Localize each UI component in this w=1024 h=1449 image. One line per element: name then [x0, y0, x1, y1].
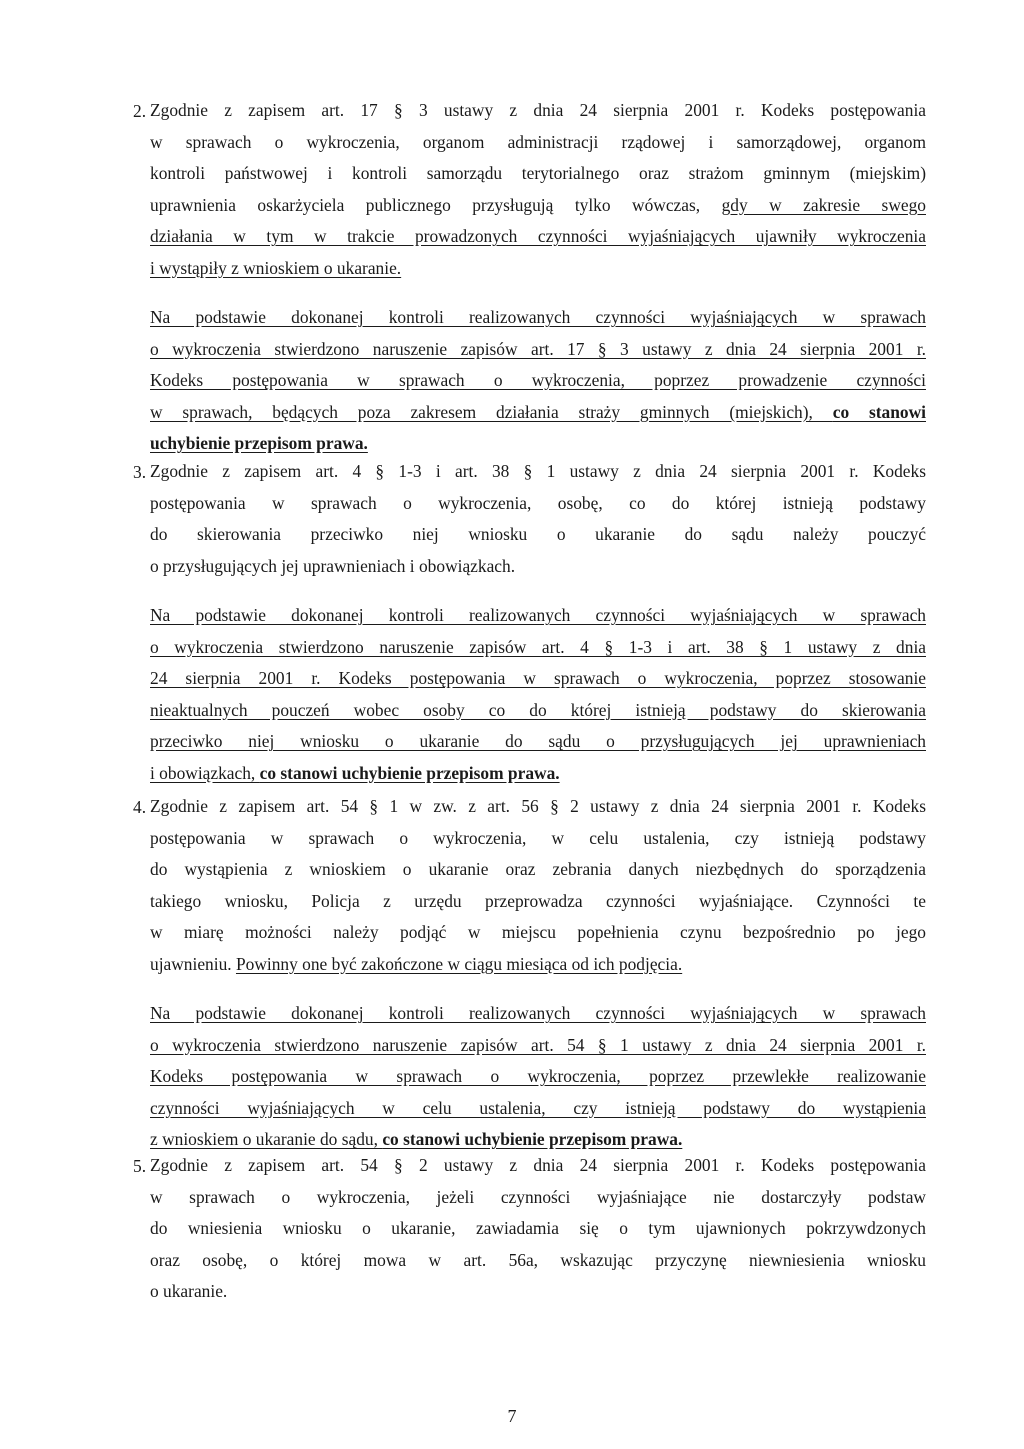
underlined-text: Kodeks postępowania w sprawach o wykroczenia, poprzez prowadzenie czynności: [150, 370, 926, 390]
text-line: [138, 1030, 926, 1062]
item-4: [133, 791, 926, 1156]
underlined-text: o wykroczenia stwierdzono naruszenie zapisów art. 54 § 1 ustawy z dnia 24 sierpnia 2001 r.: [150, 1034, 926, 1055]
text-line: [138, 663, 926, 695]
underlined-text: gdy w zakresie swego: [721, 194, 926, 215]
item-paragraph: [138, 456, 926, 582]
text-segment: w sprawach o wykroczenia, jeżeli czynności wyjaśniające nie dostarczyły podstaw: [150, 1186, 926, 1207]
item-number: 2.: [133, 101, 147, 121]
text-line: [138, 519, 926, 551]
text-segment: Zgodnie z zapisem art. 17 § 3 ustawy z dnia 24 sierpnia 2001 r. Kodeks postępowania: [150, 100, 926, 120]
text-segment: uprawnienia oskarżyciela publicznego przysługują tylko wówczas,: [150, 194, 722, 215]
item-number: 5.: [133, 1156, 147, 1176]
text-segment: postępowania w sprawach o wykroczenia, w celu ustalenia, czy istnieją podstawy: [150, 827, 926, 848]
item-paragraph: [138, 95, 926, 284]
underlined-text: Powinny one być zakończone w ciągu miesiąca od ich podjęcia.: [235, 953, 683, 974]
text-segment: o ukaranie.: [150, 1281, 228, 1301]
text-segment: do skierowania przeciwko niej wniosku o ukaranie do sądu należy pouczyć: [150, 524, 926, 544]
underlined-text: Na podstawie dokonanej kontroli realizowanych czynności wyjaśniających w sprawach: [150, 1003, 926, 1023]
text-line: [138, 998, 926, 1030]
text-line: [138, 551, 926, 583]
text-segment: kontroli państwowej i kontroli samorządu terytorialnego oraz strażom gminnym (miejskim): [150, 163, 926, 183]
item-2: [133, 95, 926, 460]
text-line: [138, 428, 926, 460]
underlined-text: przeciwko niej wniosku o ukaranie do sądu o przysługujących jej uprawnieniach: [150, 731, 926, 751]
text-line: [138, 695, 926, 727]
page-number: 7: [507, 1406, 517, 1426]
text-line: [138, 95, 926, 127]
text-segment: Zgodnie z zapisem art. 54 § 1 w zw. z art. 56 § 2 ustawy z dnia 24 sierpnia 2001 r. Kodeks: [150, 796, 926, 816]
text-line: [138, 302, 926, 334]
item-finding: [138, 998, 926, 1156]
text-segment: w sprawach o wykroczenia, organom administracji rządowej i samorządowej, organom: [150, 131, 926, 152]
text-line: [138, 949, 926, 981]
text-segment: Zgodnie z zapisem art. 4 § 1-3 i art. 38 § 1 ustawy z dnia 24 sierpnia 2001 r. Kodeks: [150, 461, 926, 481]
bold-text: co stanowi uchybienie przepisom prawa.: [382, 1129, 683, 1149]
text-line: [138, 758, 926, 790]
text-line: [138, 1182, 926, 1214]
underlined-text: w sprawach, będących poza zakresem działania straży gminnych (miejskich),: [150, 401, 833, 422]
text-line: [138, 1150, 926, 1182]
text-line: [138, 917, 926, 949]
text-line: [138, 253, 926, 285]
item-finding: [138, 302, 926, 460]
text-segment: oraz osobę, o której mowa w art. 56a, wskazując przyczynę niewniesienia wniosku: [150, 1249, 926, 1270]
text-line: [138, 1093, 926, 1125]
item-5: [133, 1150, 926, 1308]
underlined-text: 24 sierpnia 2001 r. Kodeks postępowania w sprawach o wykroczenia, poprzez stosowanie: [150, 668, 926, 688]
underlined-text: o wykroczenia stwierdzono naruszenie zapisów art. 4 § 1-3 i art. 38 § 1 ustawy z dnia: [150, 636, 926, 657]
text-line: [138, 158, 926, 190]
underlined-text: o wykroczenia stwierdzono naruszenie zapisów art. 17 § 3 ustawy z dnia 24 sierpnia 2001 r.: [150, 338, 926, 359]
item-paragraph: [138, 791, 926, 980]
item-paragraph: [138, 1150, 926, 1308]
bold-text: uchybienie przepisom prawa.: [150, 433, 368, 453]
text-line: [138, 1276, 926, 1308]
text-segment: ujawnieniu.: [150, 953, 236, 974]
text-line: [138, 397, 926, 429]
text-segment: takiego wniosku, Policja z urzędu przeprowadza czynności wyjaśniające. Czynności te: [150, 890, 926, 911]
text-line: [138, 791, 926, 823]
underlined-text: z wnioskiem o ukaranie do sądu,: [150, 1129, 383, 1149]
underlined-text: i obowiązkach,: [150, 762, 260, 783]
text-segment: w miarę możności należy podjąć w miejscu popełnienia czynu bezpośrednio po jego: [150, 922, 926, 942]
item-number: 4.: [133, 797, 147, 817]
text-line: [138, 334, 926, 366]
text-line: [138, 854, 926, 886]
item-number: 3.: [133, 462, 147, 482]
underlined-text: czynności wyjaśniających w celu ustalenia, czy istnieją podstawy do wystąpienia: [150, 1097, 926, 1118]
text-line: [138, 365, 926, 397]
underlined-text: działania w tym w trakcie prowadzonych czynności wyjaśniających ujawniły wykroczenia: [150, 226, 926, 246]
text-segment: do wystąpienia z wnioskiem o ukaranie oraz zebrania danych niezbędnych do sporządzenia: [150, 859, 926, 879]
underlined-text: nieaktualnych pouczeń wobec osoby co do której istnieją podstawy do skierowania: [150, 699, 926, 720]
bold-text: co stanowi uchybienie przepisom prawa.: [259, 762, 560, 783]
text-line: [138, 632, 926, 664]
underlined-text: i wystąpiły z wnioskiem o ukaranie.: [150, 257, 402, 278]
item-3: [133, 456, 926, 789]
underlined-text: Na podstawie dokonanej kontroli realizowanych czynności wyjaśniających w sprawach: [150, 605, 926, 625]
item-finding: [138, 600, 926, 789]
underlined-text: Kodeks postępowania w sprawach o wykroczenia, poprzez przewlekłe realizowanie: [150, 1066, 926, 1086]
underlined-text: Na podstawie dokonanej kontroli realizowanych czynności wyjaśniających w sprawach: [150, 307, 926, 327]
text-line: [138, 1213, 926, 1245]
text-line: [138, 1061, 926, 1093]
text-line: [138, 190, 926, 222]
bold-text: co stanowi: [832, 401, 926, 422]
text-segment: o przysługujących jej uprawnieniach i obowiązkach.: [150, 555, 516, 576]
text-line: [138, 488, 926, 520]
text-line: [138, 221, 926, 253]
text-line: [138, 456, 926, 488]
text-line: [138, 600, 926, 632]
text-line: [138, 1245, 926, 1277]
text-segment: postępowania w sprawach o wykroczenia, osobę, co do której istnieją podstawy: [150, 492, 926, 513]
text-line: [138, 823, 926, 855]
text-segment: do wniesienia wniosku o ukaranie, zawiadamia się o tym ujawnionych pokrzywdzonych: [150, 1218, 926, 1238]
text-line: [138, 886, 926, 918]
text-line: [138, 726, 926, 758]
text-segment: Zgodnie z zapisem art. 54 § 2 ustawy z dnia 24 sierpnia 2001 r. Kodeks postępowania: [150, 1155, 926, 1175]
text-line: [138, 127, 926, 159]
